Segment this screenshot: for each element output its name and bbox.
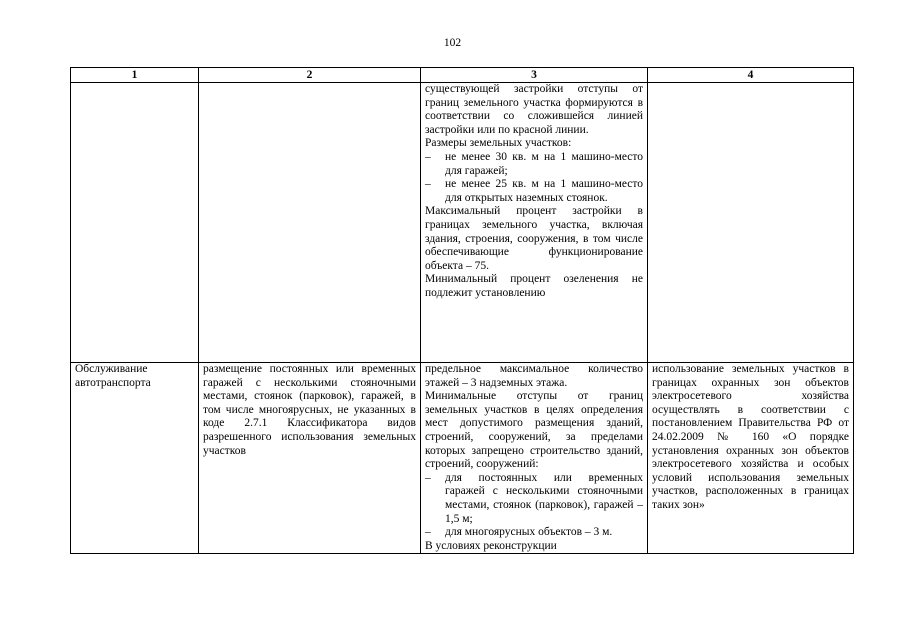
- paragraph: Минимальный процент озеленения не подлежит установлению: [425, 273, 643, 299]
- paragraph: существующей застройки отступы от границ земельного участка формируются в соответствии со сложившейся линией застройки или по красной линии.: [425, 83, 643, 136]
- paragraph: Размеры земельных участков:: [425, 137, 572, 150]
- table-header-row: [71, 68, 854, 83]
- table-row: [71, 83, 854, 363]
- dash-list: [425, 472, 643, 540]
- restrictions-cell: [648, 83, 854, 363]
- list-item: – для постоянных или временных гаражей с несколькими стояночными местами, стоянок (парковок), гаражей – 1,5 м;: [425, 472, 643, 526]
- land-use-description-cell: размещение постоянных или временных гаражей с несколькими стояночными местами, стоянок (парковок), гаражей, в том числе многоярусных, не указанных в коде 2.7.1 Классификатора видов разрешенного использования земельных участков: [199, 363, 421, 554]
- land-use-description-cell: [199, 83, 421, 363]
- page-number: 102: [443, 37, 462, 49]
- paragraph: предельное максимальное количество этажей – 3 надземных этажа.: [425, 363, 643, 389]
- dash-list: [425, 151, 643, 205]
- list-item: – не менее 25 кв. м на 1 машино-место для открытых наземных стоянок.: [425, 178, 643, 205]
- list-item: – для многоярусных объектов – 3 м.: [425, 526, 643, 540]
- paragraph: Минимальные отступы от границ земельных участков в целях определения мест допустимого размещения зданий, строений, сооружений, за пределами которых запрещено строительство зданий, строений, сооружений:: [425, 390, 643, 471]
- column-header: 3: [421, 68, 648, 83]
- regulations-table: [70, 67, 854, 554]
- land-use-type-cell: Обслуживание автотранспорта: [71, 363, 199, 554]
- column-header: 4: [648, 68, 854, 83]
- restrictions-cell: использование земельных участков в границах охранных зон объектов электросетевого хозяйства осуществлять в соответствии с постановлением Правительства РФ от 24.02.2009 № 160 «О порядке установления охранных зон объектов электросетевого хозяйства и особых условий использования земельных участков, расположенных в границах таких зон»: [648, 363, 854, 554]
- column-header: 1: [71, 68, 199, 83]
- table-row: [71, 363, 854, 554]
- paragraph: В условиях реконструкции: [425, 539, 557, 552]
- column-header: 2: [199, 68, 421, 83]
- list-item: – не менее 30 кв. м на 1 машино-место для гаражей;: [425, 151, 643, 178]
- parameters-cell: [421, 363, 648, 554]
- paragraph: Максимальный процент застройки в границах земельного участка, включая здания, строения, сооружения, в том числе обеспечивающие функционирование объекта – 75.: [425, 205, 643, 272]
- land-use-type-cell: [71, 83, 199, 363]
- parameters-cell: [421, 83, 648, 363]
